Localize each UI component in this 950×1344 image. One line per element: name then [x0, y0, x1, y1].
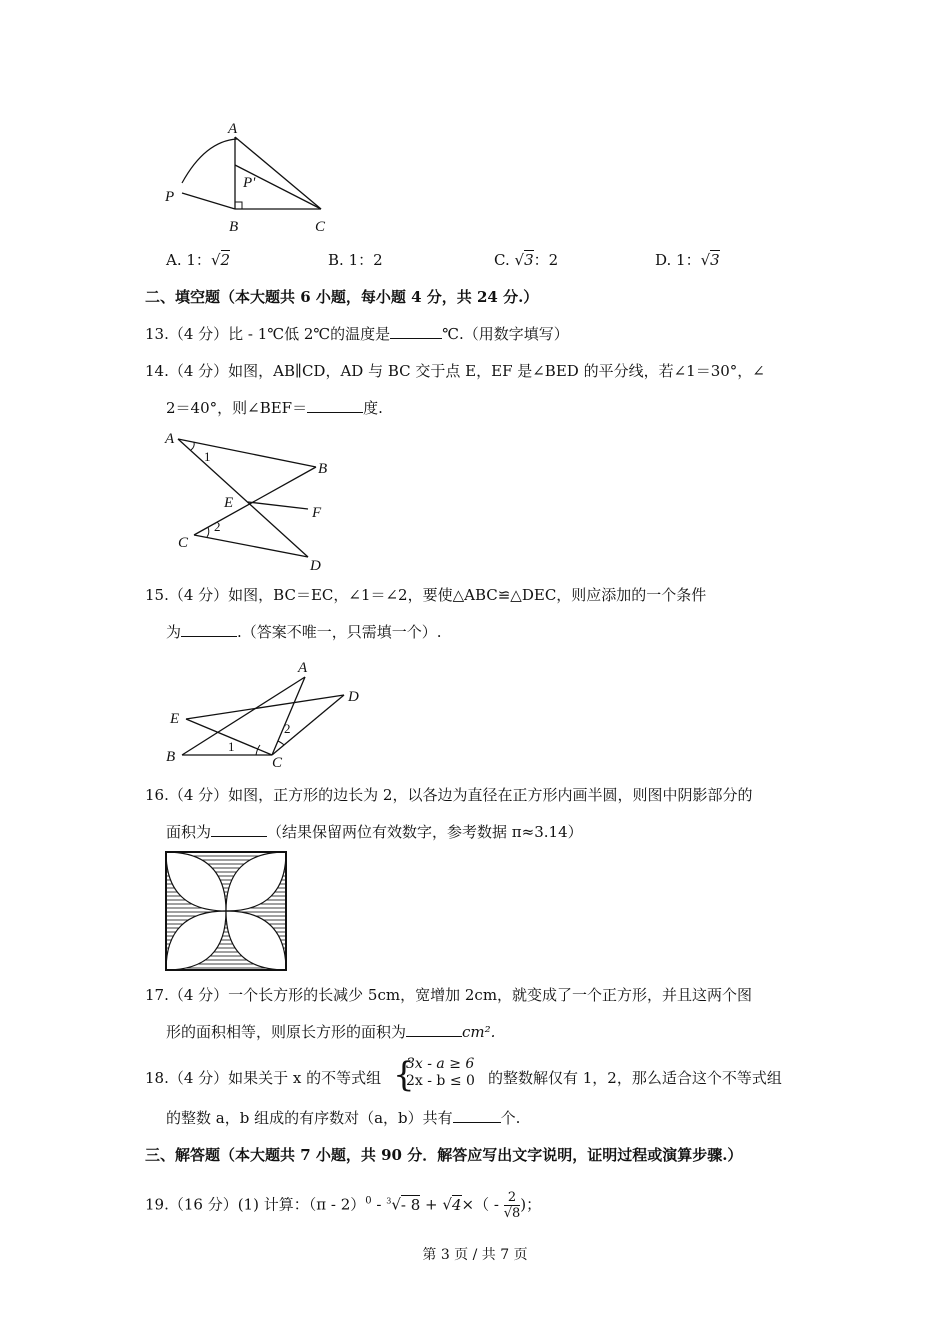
section2-title: 二、填空题（本大题共 6 小题，每小题 4 分，共 24 分.）: [145, 288, 539, 306]
q16-text: 面积为: [166, 823, 212, 841]
q19-cbrt-index: 3: [386, 1196, 392, 1206]
q16-line1: 16.（4 分）如图，正方形的边长为 2，以各边为直径在正方形内画半圆，则图中阴影部分的: [145, 786, 753, 804]
section3-title: 三、解答题（本大题共 7 小题，共 90 分．解答应写出文字说明，证明过程或演算步骤.）: [145, 1146, 743, 1164]
q17-line2: [166, 1022, 495, 1042]
q14-label-2: 2: [214, 519, 221, 534]
q15-label-d: D: [348, 689, 359, 705]
q17-answer-blank[interactable]: [406, 1022, 462, 1037]
q12-segment-ac: [235, 137, 321, 209]
q18-line2: [166, 1108, 520, 1128]
q18-text: 18.（4 分）如果关于 x 的不等式组: [145, 1069, 382, 1087]
q19-fraction: [504, 1190, 521, 1221]
q14-segment-ad: [178, 439, 308, 557]
q14-segment-cb: [194, 467, 316, 535]
q18-line1: [145, 1068, 381, 1088]
q15-label-e: E: [170, 711, 180, 727]
q17-text-after: cm².: [462, 1023, 496, 1041]
option-text: ：2: [533, 251, 559, 269]
q19-frac-den: 8: [511, 1206, 521, 1221]
q18-inequality-1: 3x - a ≥ 6: [406, 1056, 475, 1072]
q19-line: [145, 1190, 541, 1221]
q19-cbrt-arg: - 8: [400, 1195, 421, 1214]
q19-expr-minus: -: [371, 1195, 387, 1214]
q14-text-after: 度.: [363, 399, 383, 417]
q19-end: )；: [520, 1195, 542, 1214]
q15-text: 为: [166, 623, 182, 641]
sqrt-symbol: √: [391, 1195, 401, 1214]
q14-line1: 14.（4 分）如图，AB∥CD，AD 与 BC 交于点 E，EF 是∠BED 的平分线，若∠1＝30°，∠: [145, 362, 765, 380]
q15-label-a: A: [298, 660, 308, 676]
q18-inequality-2: 2x - b ≤ 0: [406, 1073, 475, 1089]
sqrt-symbol: √: [700, 251, 711, 269]
q17-line1: 17.（4 分）一个长方形的长减少 5cm，宽增加 2cm，就变成了一个正方形，并且这两个图: [145, 986, 753, 1004]
q14-angle2-arc: [207, 527, 209, 537]
q13-text-after: ℃.（用数字填写）: [442, 325, 569, 343]
q14-label-c: C: [178, 535, 189, 551]
q14-segment-ef: [248, 502, 308, 509]
q14-label-1: 1: [204, 449, 211, 464]
q14-figure: [160, 425, 350, 575]
q15-figure: [160, 655, 370, 770]
q19-sqrt-arg: 4: [451, 1195, 462, 1214]
q16-figure: [164, 850, 288, 972]
q18-line1-tail: 的整数解仅有 1，2，那么适合这个不等式组: [488, 1069, 782, 1087]
q16-text-after: （结果保留两位有效数字，参考数据 π≈3.14）: [267, 823, 583, 841]
option-radicand: 2: [220, 251, 231, 269]
option-radicand: 3: [710, 251, 720, 269]
q14-label-d: D: [310, 558, 321, 574]
q14-line2: [166, 398, 383, 418]
q12-option-b: [328, 250, 383, 270]
q12-label-p: P: [165, 189, 175, 205]
q14-angle1-arc: [191, 442, 194, 450]
option-text: 1：2: [348, 251, 383, 269]
q19-plus: +: [420, 1195, 443, 1214]
q14-label-b: B: [318, 461, 328, 477]
q12-label-b: B: [229, 219, 239, 235]
q14-label-e: E: [224, 495, 234, 511]
q12-label-a: A: [228, 121, 238, 137]
q12-option-d: [655, 250, 720, 270]
q12-right-angle-marker: [235, 202, 242, 209]
q17-text: 形的面积相等，则原长方形的面积为: [166, 1023, 407, 1041]
q15-label-b: B: [166, 749, 176, 765]
q19-times: ×（ -: [461, 1195, 504, 1214]
q19-expr-part: （π - 2）: [308, 1195, 366, 1214]
q16-answer-blank[interactable]: [211, 822, 267, 837]
q12-option-c: [494, 250, 558, 270]
sqrt-symbol: √: [514, 251, 525, 269]
q15-text-after: .（答案不唯一，只需填一个）.: [237, 623, 442, 641]
q14-text: 2＝40°，则∠BEF＝: [166, 399, 308, 417]
option-letter: D.: [655, 251, 672, 269]
option-radicand: 3: [524, 251, 534, 269]
q15-segment-ac: [272, 677, 305, 755]
q14-segment-ab: [178, 439, 316, 467]
q18-text-after: 个.: [500, 1109, 521, 1127]
q19-exponent: 0: [365, 1195, 372, 1207]
q12-label-pprime: P': [243, 175, 256, 191]
q15-label-c: C: [272, 755, 283, 770]
option-text: 1：: [186, 251, 211, 269]
q15-angle2-arc: [278, 741, 284, 745]
q15-label-2: 2: [284, 721, 291, 736]
page-footer: 第 3 页 / 共 7 页: [422, 1247, 528, 1263]
q19-text: 19.（16 分）(1) 计算：: [145, 1195, 309, 1214]
q14-segment-cd: [194, 535, 308, 557]
q15-line1: 15.（4 分）如图，BC＝EC，∠1＝∠2，要使△ABC≌△DEC，则应添加的一个条件: [145, 586, 707, 604]
q18-text: 的整数 a，b 组成的有序数对（a，b）共有: [166, 1109, 453, 1127]
q13-text: 13.（4 分）比 - 1℃低 2℃的温度是: [145, 325, 391, 343]
q16-line2: [166, 822, 583, 842]
sqrt-symbol: √: [503, 1206, 512, 1221]
q14-label-a: A: [165, 431, 175, 447]
q15-label-1: 1: [228, 739, 235, 754]
q12-arc: [182, 139, 237, 183]
q15-line2: [166, 622, 442, 642]
option-letter: C.: [494, 251, 510, 269]
q14-label-f: F: [312, 505, 322, 521]
q12-label-c: C: [315, 219, 326, 235]
option-text: 1：: [676, 251, 701, 269]
q13-answer-blank[interactable]: [390, 324, 442, 339]
q12-segment-pb: [182, 193, 235, 209]
q18-inequality-brace: {: [393, 1055, 415, 1095]
q13: [145, 324, 569, 344]
q18-answer-blank[interactable]: [453, 1108, 501, 1123]
q14-answer-blank[interactable]: [307, 398, 363, 413]
q15-answer-blank[interactable]: [181, 622, 237, 637]
q19-frac-num: 2: [504, 1190, 521, 1206]
q12-figure: [155, 115, 345, 240]
sqrt-symbol: √: [442, 1195, 452, 1214]
option-letter: A.: [166, 251, 182, 269]
q12-option-a: [166, 250, 230, 270]
option-letter: B.: [328, 251, 344, 269]
sqrt-symbol: √: [210, 251, 221, 269]
